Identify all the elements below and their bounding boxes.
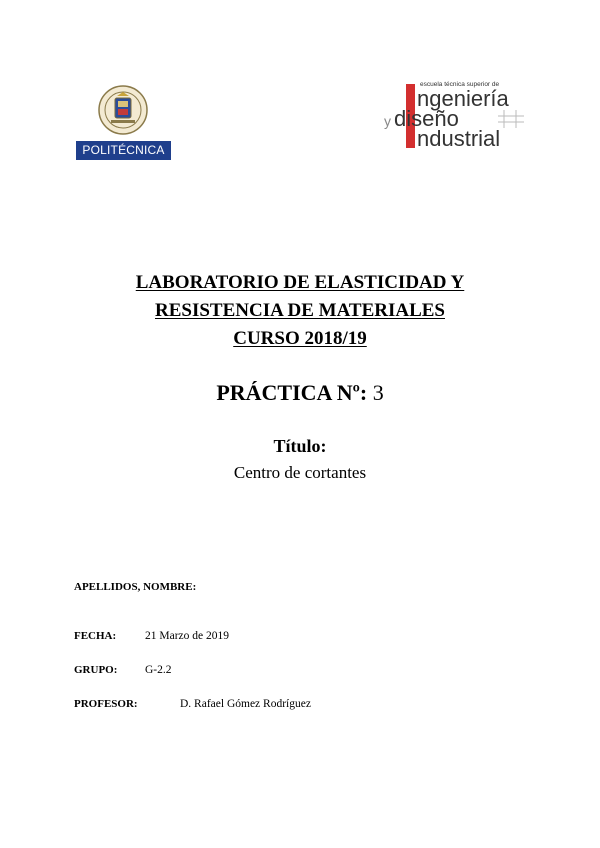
etsidi-small-text: escuela técnica superior de [420,81,500,88]
grupo-value: G-2.2 [145,664,172,676]
fecha-value: 21 Marzo de 2019 [145,630,229,642]
apellidos-label: APELLIDOS, NOMBRE: [74,581,197,593]
heading-line-3: CURSO 2018/19 [233,328,367,349]
heading-line-2: RESISTENCIA DE MATERIALES [154,300,445,321]
grupo-label: GRUPO: [74,664,118,676]
etsidi-line1: ngeniería [417,86,509,111]
practica-label: PRÁCTICA Nº: [216,380,368,405]
profesor-value: D. Rafael Gómez Rodríguez [180,698,311,710]
fecha-label: FECHA: [74,630,117,642]
titulo-value: Centro de cortantes [233,463,367,482]
upm-label: POLITÉCNICA [76,141,171,160]
practica-number: 3 [372,380,384,405]
etsidi-logo [380,76,532,152]
titulo-label: Título: [273,436,327,456]
practica-heading [0,380,600,406]
etsidi-line2: y [384,113,391,129]
heading-line-1: LABORATORIO DE ELASTICIDAD Y [135,272,465,293]
etsidi-line3: diseño [394,106,459,131]
profesor-label: PROFESOR: [74,698,138,710]
upm-seal-icon [97,84,149,136]
etsidi-line4: ndustrial [417,126,501,151]
